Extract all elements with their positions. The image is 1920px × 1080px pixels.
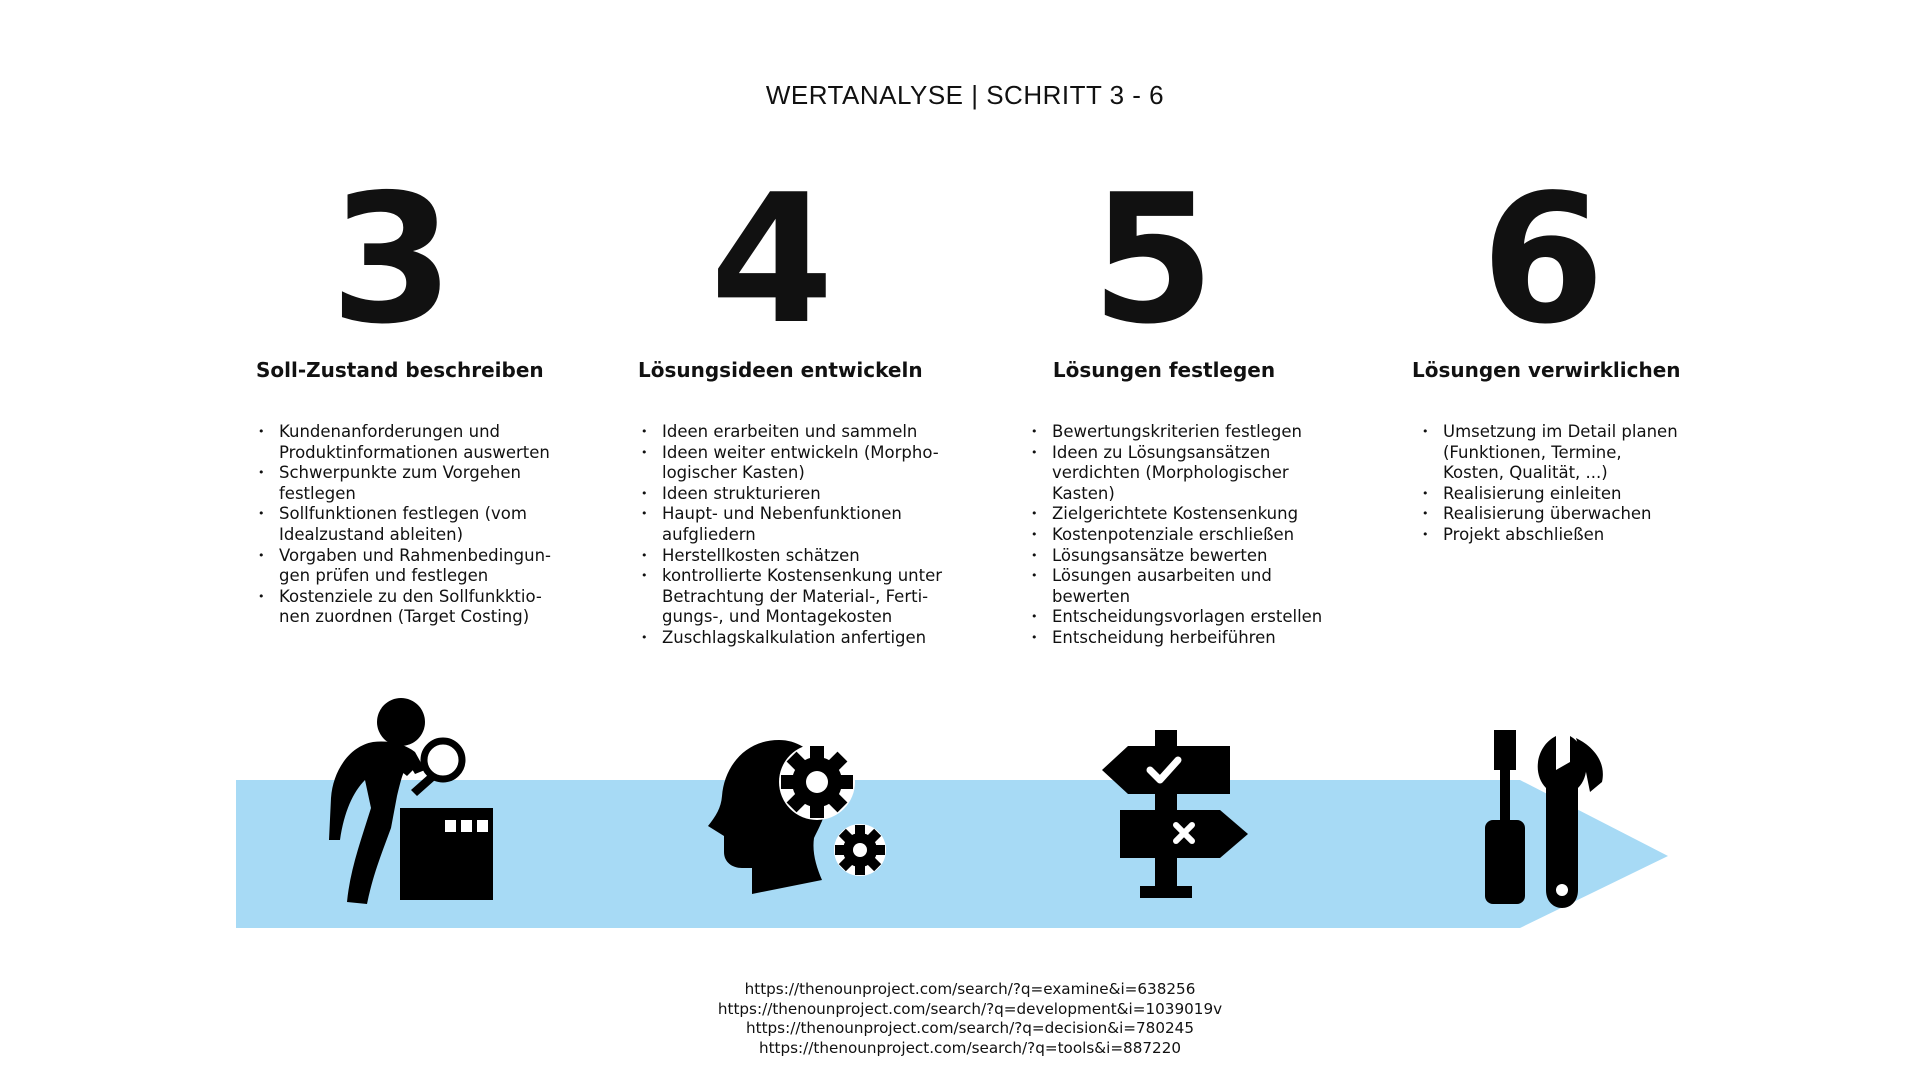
list-item: • Bewertungskriterien festlegen: [1031, 422, 1322, 443]
source-link[interactable]: https://thenounproject.com/search/?q=development&i=1039019v: [717, 999, 1223, 1018]
list-item: • Entscheidungsvorlagen erstellen: [1031, 607, 1322, 628]
step-task-list: [1031, 422, 1322, 649]
list-item: • Realisierung einleiten: [1422, 484, 1678, 505]
list-item: • Haupt- und Nebenfunktionen aufgliedern: [641, 504, 942, 545]
step-number: 6: [1481, 156, 1603, 363]
step-task-list: [1422, 422, 1678, 546]
list-item: • Ideen zu Lösungsansätzen verdichten (Morphologischer Kasten): [1031, 443, 1322, 505]
list-item: • Zielgerichtete Kostensenkung: [1031, 504, 1322, 525]
list-item: • Realisierung überwachen: [1422, 504, 1678, 525]
list-item: • Kostenziele zu den Sollfunkktio- nen zuordnen (Target Costing): [258, 587, 551, 628]
list-item: • Projekt abschließen: [1422, 525, 1678, 546]
list-item: • Herstellkosten schätzen: [641, 546, 942, 567]
tools-icon: [1480, 730, 1615, 910]
page-title: WERTANALYSE | SCHRITT 3 - 6: [765, 80, 1165, 110]
step-title: Lösungsideen entwickeln: [638, 358, 923, 382]
list-item: • Entscheidung herbeiführen: [1031, 628, 1322, 649]
list-item: • Lösungen ausarbeiten und bewerten: [1031, 566, 1322, 607]
list-item: • Ideen weiter entwickeln (Morpho- logischer Kasten): [641, 443, 942, 484]
image-sources: [0, 980, 1920, 1059]
source-link[interactable]: https://thenounproject.com/search/?q=examine&i=638256: [744, 980, 1196, 998]
source-link[interactable]: https://thenounproject.com/search/?q=decision&i=780245: [746, 1019, 1194, 1038]
list-item: • kontrollierte Kostensenkung unter Betrachtung der Material-, Ferti- gungs-, und Montagekosten: [641, 566, 942, 628]
step-title: Lösungen festlegen: [1052, 358, 1276, 382]
step-number: 3: [330, 156, 452, 363]
list-item: • Zuschlagskalkulation anfertigen: [641, 628, 942, 649]
list-item: • Ideen erarbeiten und sammeln: [641, 422, 942, 443]
step-task-list: [258, 422, 551, 628]
list-item: • Sollfunktionen festlegen (vom Idealzustand ableiten): [258, 504, 551, 545]
development-icon: [704, 730, 894, 900]
list-item: • Ideen strukturieren: [641, 484, 942, 505]
examine-icon: [315, 690, 495, 910]
step-title: Lösungen verwirklichen: [1412, 358, 1681, 382]
step-number: 5: [1091, 156, 1213, 363]
list-item: • Kundenanforderungen und Produktinformationen auswerten: [258, 422, 551, 463]
list-item: • Lösungsansätze bewerten: [1031, 546, 1322, 567]
decision-signpost-icon: [1100, 730, 1250, 905]
list-item: • Umsetzung im Detail planen (Funktionen, Termine, Kosten, Qualität, ...): [1422, 422, 1678, 484]
source-link[interactable]: https://thenounproject.com/search/?q=tools&i=887220: [758, 1039, 1182, 1058]
step-number: 4: [710, 156, 832, 363]
step-task-list: [641, 422, 942, 649]
list-item: • Schwerpunkte zum Vorgehen festlegen: [258, 463, 551, 504]
list-item: • Vorgaben und Rahmenbedingun- gen prüfen und festlegen: [258, 546, 551, 587]
step-title: Soll-Zustand beschreiben: [256, 358, 544, 382]
list-item: • Kostenpotenziale erschließen: [1031, 525, 1322, 546]
